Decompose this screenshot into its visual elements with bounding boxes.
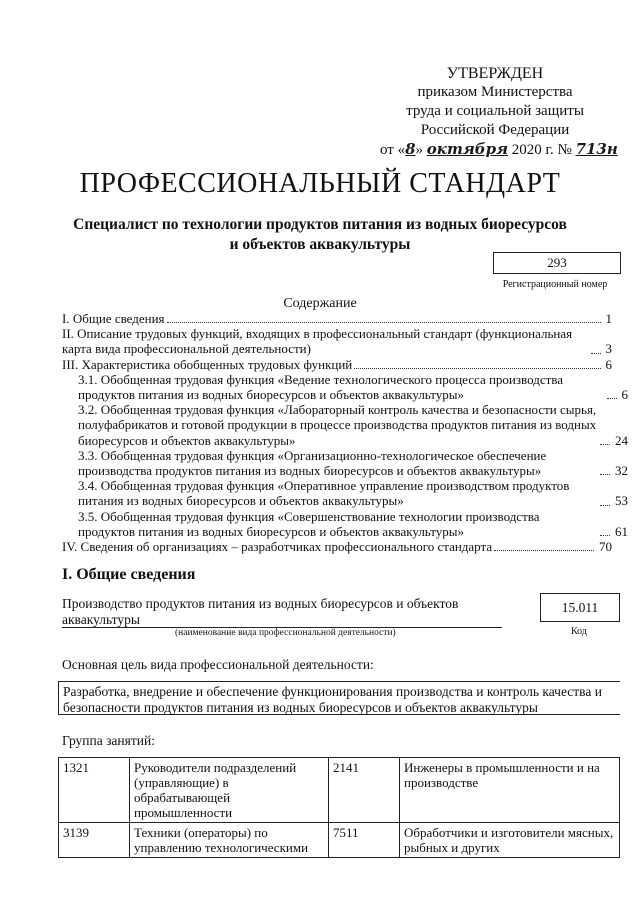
activity-name-line-2: аквакультуры — [62, 612, 140, 627]
date-year: 2020 г. № — [511, 142, 572, 158]
toc-entry-text: 3.4. Обобщенная трудовая функция «Оперативное управление производством продуктов питания из водных биоресурсов и объектов аквакультуры» — [78, 478, 570, 509]
date-day: 8 — [405, 140, 416, 158]
toc-page-number: 1 — [605, 311, 612, 326]
standard-subtitle — [60, 215, 580, 255]
toc-page-number: 61 — [615, 523, 628, 539]
occupation-group-label: Группа занятий: — [62, 733, 155, 748]
occupation-name-cell: Техники (операторы) по управлению технологическими — [130, 823, 329, 858]
order-number: 713н — [575, 140, 618, 158]
goal-label: Основная цель вида профессиональной деятельности: — [62, 657, 374, 672]
occupation-name-cell: Инженеры в промышленности и на производстве — [400, 758, 620, 823]
toc-entry — [62, 448, 628, 478]
activity-code-box: 15.011 — [540, 593, 620, 622]
toc-page-number: 6 — [605, 356, 612, 372]
occupation-code-cell: 1321 — [59, 758, 130, 823]
toc-entry-text: I. Общие сведения — [62, 311, 165, 326]
toc-leader-dots — [600, 444, 610, 445]
date-month: октября — [426, 140, 509, 158]
approval-line-1: приказом Министерства — [417, 84, 573, 100]
toc-leader-dots — [494, 550, 594, 551]
toc-page-number: 24 — [615, 432, 628, 448]
table-row — [59, 758, 620, 823]
toc-entry-text: 3.3. Обобщенная трудовая функция «Организационно-технологическое обеспечение производства продуктов питания из водных биоресурсов и объектов аквакультуры» — [78, 447, 547, 479]
toc-page-number: 70 — [599, 539, 612, 555]
section-1-title: I. Общие сведения — [62, 566, 196, 583]
table-of-contents — [62, 311, 628, 555]
toc-entry-text: III. Характеристика обобщенных трудовых функций — [62, 356, 353, 372]
contents-title: Содержание — [283, 296, 357, 311]
toc-entry — [62, 372, 628, 402]
toc-entry — [62, 509, 628, 539]
toc-entry — [62, 478, 628, 508]
occupation-name-cell: Руководители подразделений (управляющие) в обрабатывающей промышленности — [130, 758, 329, 823]
toc-leader-dots — [354, 368, 600, 369]
registration-number-box: 293 — [493, 252, 621, 274]
toc-page-number: 32 — [615, 463, 628, 479]
toc-entry-text: 3.2. Обобщенная трудовая функция «Лабораторный контроль качества и безопасности сырья, полуфабрикатов и готовой продукции в процессе производства продуктов питания из водных биоресурсов и объектов аквакультуры» — [78, 402, 597, 448]
toc-entry-text: 3.1. Обобщенная трудовая функция «Ведение технологического процесса производства продуктов питания из водных биоресурсов и объектов аквакультуры» — [78, 371, 564, 403]
approval-block — [380, 64, 618, 160]
approval-line-3: Российской Федерации — [420, 122, 570, 138]
occupation-table — [58, 757, 620, 858]
activity-name — [62, 596, 502, 628]
toc-entry — [62, 311, 612, 326]
toc-page-number: 3 — [605, 341, 612, 357]
activity-code-label: Код — [571, 626, 587, 637]
occupation-code-cell: 3139 — [59, 823, 130, 858]
toc-entry-text: II. Описание трудовых функций, входящих в профессиональный стандарт (функциональная карта вида профессиональной деятельности) — [62, 326, 573, 357]
date-mid: » — [415, 142, 424, 158]
toc-leader-dots — [591, 353, 601, 354]
activity-name-line-1: Производство продуктов питания из водных биоресурсов и объектов — [62, 596, 459, 611]
standard-title: ПРОФЕССИОНАЛЬНЫЙ СТАНДАРТ — [79, 168, 561, 199]
registration-number-label: Регистрационный номер — [502, 279, 608, 290]
toc-page-number: 53 — [615, 493, 628, 509]
toc-leader-dots — [600, 474, 610, 475]
toc-entry — [62, 402, 628, 448]
toc-page-number: 6 — [621, 387, 628, 403]
activity-caption: (наименование вида профессиональной деятельности) — [175, 628, 396, 638]
occupation-code-cell: 7511 — [329, 823, 400, 858]
table-row — [59, 823, 620, 858]
toc-leader-dots — [600, 535, 610, 536]
toc-entry — [62, 539, 612, 554]
toc-leader-dots — [607, 398, 617, 399]
toc-entry — [62, 357, 612, 372]
toc-entry-text: IV. Сведения об организациях – разработчиках профессионального стандарта — [62, 539, 493, 555]
approval-date-line — [380, 140, 618, 160]
toc-leader-dots — [167, 322, 601, 323]
occupation-name-cell: Обработчики и изготовители мясных, рыбных и других — [400, 823, 620, 858]
goal-box: Разработка, внедрение и обеспечение функционирования производства и контроль качества и безопасности продуктов питания из водных биоресурсов и объектов аквакультуры — [58, 681, 620, 715]
toc-leader-dots — [600, 505, 610, 506]
occupation-code-cell: 2141 — [329, 758, 400, 823]
standard-subtitle-line-2: и объектов аквакультуры — [229, 236, 411, 253]
approval-line-2: труда и социальной защиты — [406, 103, 584, 119]
toc-entry — [62, 326, 612, 356]
toc-entry-text: 3.5. Обобщенная трудовая функция «Совершенствование технологии производства продуктов питания из водных биоресурсов и объектов аквакультуры» — [78, 508, 540, 539]
standard-subtitle-line-1: Специалист по технологии продуктов питания из водных биоресурсов — [73, 216, 567, 233]
approval-heading: УТВЕРЖДЕН — [446, 65, 544, 82]
date-prefix: от « — [380, 142, 406, 158]
